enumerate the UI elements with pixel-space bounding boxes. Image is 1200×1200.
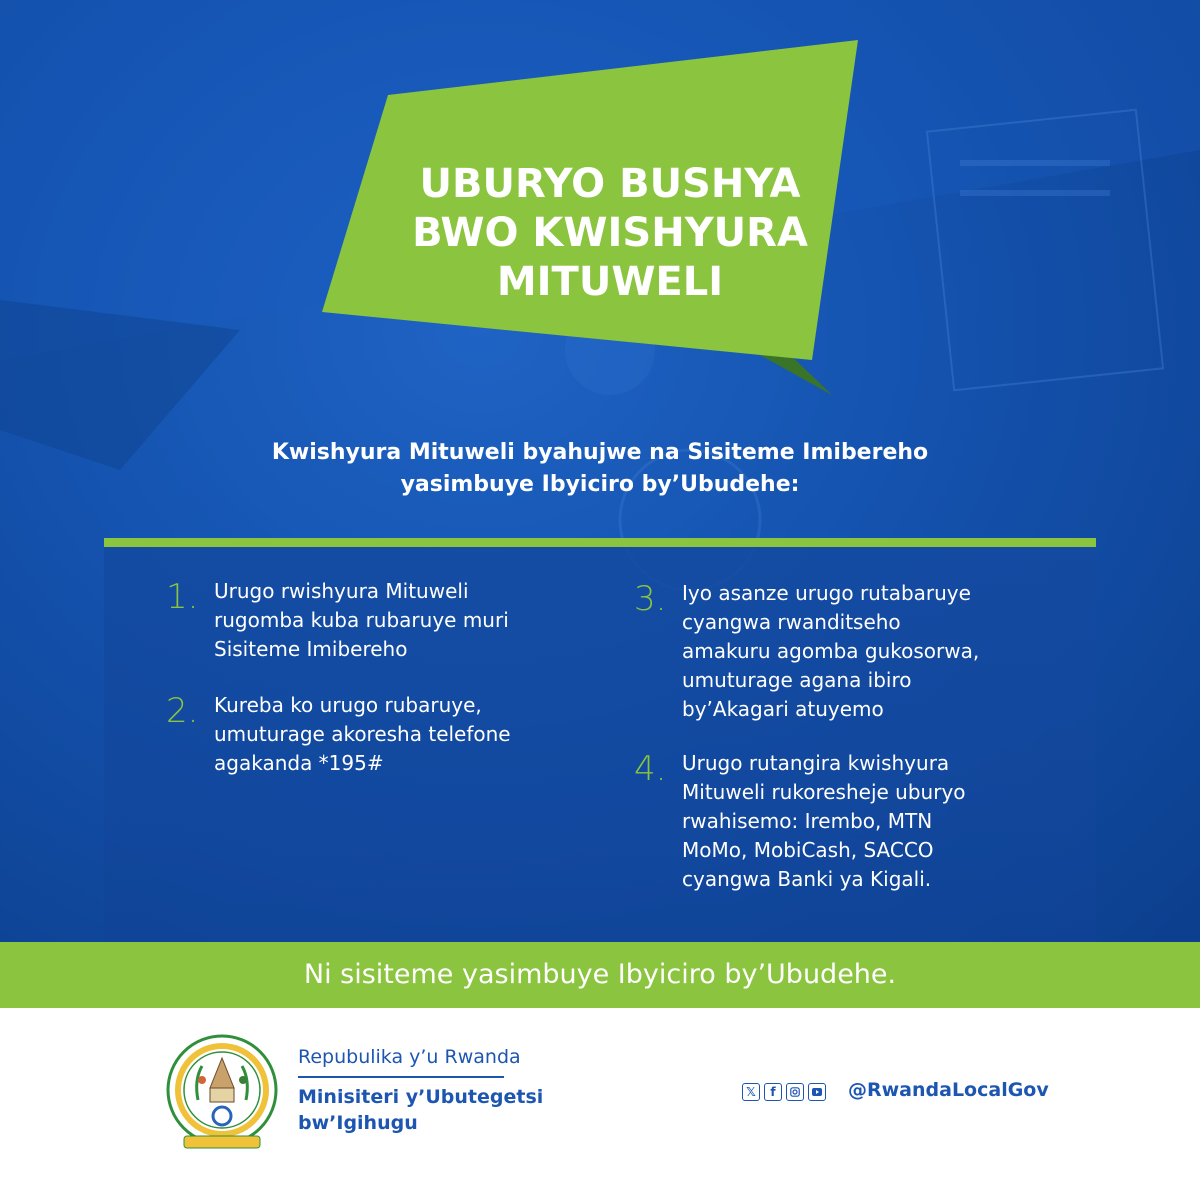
- step-text: [214, 577, 509, 664]
- org-ministry-line-1: Minisiteri y’Ubutegetsi: [298, 1086, 544, 1108]
- step-text-line: rugomba kuba rubaruye muri: [214, 608, 509, 632]
- step-text-line: agakanda *195#: [214, 751, 384, 775]
- page-title: [360, 160, 860, 307]
- step-text-line: amakuru agomba gukosorwa,: [682, 639, 980, 663]
- step-text: [682, 749, 966, 894]
- step-number: 1.: [166, 577, 199, 617]
- step-text-line: MoMo, MobiCash, SACCO: [682, 838, 934, 862]
- footer-banner-text: Ni sisiteme yasimbuye Ibyiciro by’Ubudehe.: [303, 959, 897, 990]
- step-text: [682, 579, 979, 724]
- facebook-icon[interactable]: f: [764, 1083, 782, 1101]
- step-text-line: by’Akagari atuyemo: [682, 697, 884, 721]
- step-text-line: Urugo rwishyura Mituweli: [214, 579, 469, 603]
- title-line-1: UBURYO BUSHYA: [419, 161, 801, 207]
- org-ministry-name: [298, 1084, 543, 1136]
- org-country-name: Repubulika y’u Rwanda: [298, 1046, 521, 1068]
- steps-panel: [104, 547, 1096, 942]
- x-icon[interactable]: 𝕏: [742, 1083, 760, 1101]
- youtube-icon[interactable]: [808, 1083, 826, 1101]
- green-divider: [104, 538, 1096, 547]
- step-3: [634, 579, 979, 724]
- org-divider: [298, 1076, 504, 1078]
- step-2: [166, 691, 511, 778]
- social-handle[interactable]: @RwandaLocalGov: [848, 1079, 1049, 1101]
- intro-line-2: yasimbuye Ibyiciro by’Ubudehe:: [400, 472, 800, 497]
- title-line-2: BWO KWISHYURA: [412, 210, 808, 256]
- step-text-line: cyangwa Banki ya Kigali.: [682, 867, 932, 891]
- step-text-line: umuturage akoresha telefone: [214, 722, 511, 746]
- step-number: 2.: [166, 691, 199, 731]
- step-number: 3.: [634, 579, 667, 619]
- step-text-line: cyangwa rwanditseho: [682, 610, 901, 634]
- org-ministry-line-2: bw’Igihugu: [298, 1112, 418, 1134]
- step-4: [634, 749, 966, 894]
- instagram-icon[interactable]: [786, 1083, 804, 1101]
- intro-line-1: Kwishyura Mituweli byahujwe na Sisiteme Imibereho: [271, 440, 929, 465]
- step-text-line: rwahisemo: Irembo, MTN: [682, 809, 933, 833]
- step-text-line: umuturage agana ibiro: [682, 668, 912, 692]
- step-text-line: Urugo rutangira kwishyura: [682, 751, 950, 775]
- title-line-3: MITUWELI: [496, 259, 724, 305]
- step-text-line: Sisiteme Imibereho: [214, 637, 408, 661]
- step-text-line: Kureba ko urugo rubaruye,: [214, 693, 482, 717]
- intro-text: [150, 437, 1050, 501]
- step-text-line: Mituweli rukoresheje uburyo: [682, 780, 966, 804]
- step-1: [166, 577, 509, 664]
- coat-of-arms-icon: [164, 1030, 280, 1156]
- step-text-line: Iyo asanze urugo rutabaruye: [682, 581, 971, 605]
- step-text: [214, 691, 511, 778]
- step-number: 4.: [634, 749, 667, 789]
- social-icons: [742, 1083, 826, 1101]
